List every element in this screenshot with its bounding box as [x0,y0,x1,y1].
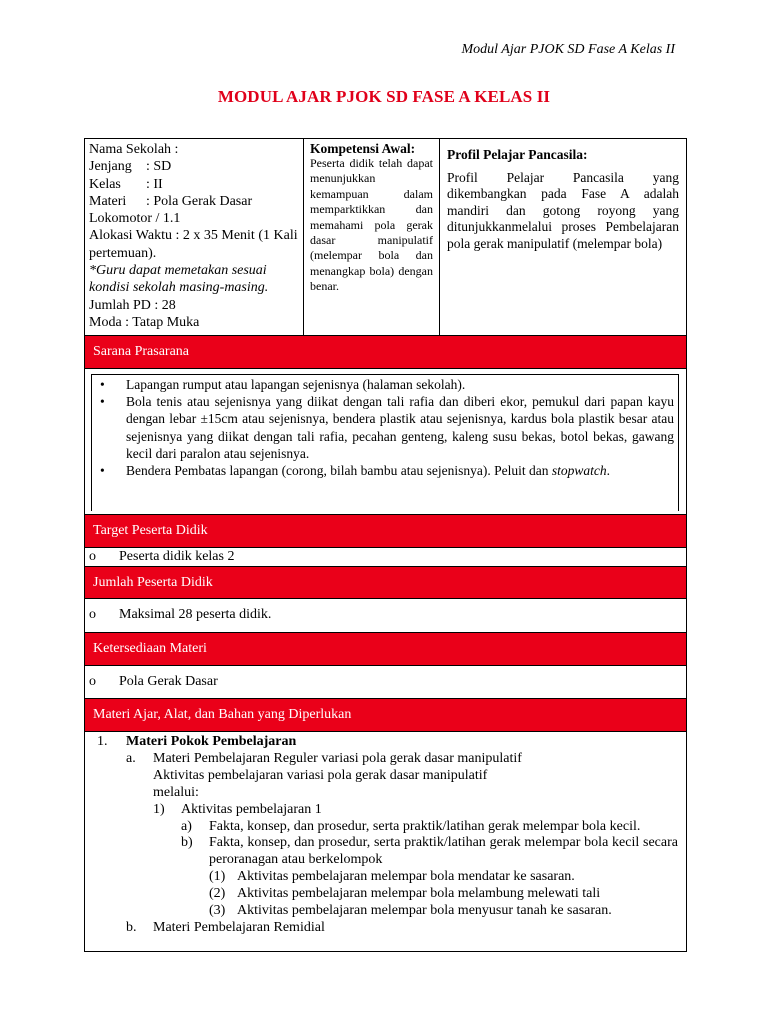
profil-heading: Profil Pelajar Pancasila: [447,147,588,162]
kompetensi-text: Peserta didik telah dapat menunjukkan kemampuan dalam memparktikkan dan memahami pola gerak dasar manipulatif (melempar bola dan menangkap bola) dengan benar. [310,156,433,294]
sarana-heading: Sarana Prasarana [85,336,686,369]
sarana-list [92,376,674,479]
module-table [84,138,687,952]
identity-row [85,139,686,336]
jumlah-body [85,599,686,633]
jumlah-heading: Jumlah Peserta Didik [85,567,686,599]
alokasi-waktu: Alokasi Waktu : 2 x 35 Menit (1 Kali pertemuan). [89,228,298,261]
ketersediaan-heading: Ketersediaan Materi [85,633,686,666]
kompetensi-cell [304,139,440,335]
list-item: (2) Aktivitas pembelajaran melempar bola melambung melewati tali [209,886,601,902]
materi-line: Materi : Pola Gerak Dasar [89,193,253,209]
kelas-line: Kelas : II [89,176,163,192]
list-item: o Pola Gerak Dasar [89,674,218,689]
list-item: (3) Aktivitas pembelajaran melempar bola menyusur tanah ke sasaran. [209,903,612,919]
list-item: o Peserta didik kelas 2 [89,549,235,564]
list-item: b) Fakta, konsep, dan prosedur, serta praktik/latihan gerak melempar bola kecil secara peroranagan atau berkelompok [181,835,678,868]
nama-sekolah: Nama Sekolah : [89,142,179,157]
sarana-list-box [91,374,679,511]
list-item: • Lapangan rumput atau lapangan sejenisnya (halaman sekolah). [126,376,674,393]
a-line-2: Aktivitas pembelajaran variasi pola gerak dasar manipulatif [153,767,488,783]
sarana-body [85,374,686,515]
a-line-3: melalui: [153,784,199,800]
list-item: 1. Materi Pokok Pembelajaran [97,734,297,749]
moda: Moda : Tatap Muka [89,314,200,330]
kompetensi-heading: Kompetensi Awal: [310,141,416,156]
profil-text: Profil Pelajar Pancasila yang dikembangkan pada Fase A adalah mandiri dan gotong royong yang ditunjukkanmelalui proses Pembelajaran pola gerak manipulatif (melempar bola) [447,169,679,251]
ketersediaan-body [85,666,686,699]
running-header: Modul Ajar PJOK SD Fase A Kelas II [461,42,675,57]
jumlah-pd: Jumlah PD : 28 [89,297,176,313]
school-info-cell [85,139,304,335]
target-body [85,548,686,567]
target-heading: Target Peserta Didik [85,515,686,548]
list-item: a. Materi Pembelajaran Reguler variasi pola gerak dasar manipulatif [126,750,522,766]
list-item: a) Fakta, konsep, dan prosedur, serta praktik/latihan gerak melempar bola kecil. [181,818,641,834]
list-item: o Maksimal 28 peserta didik. [89,607,272,622]
list-item: (1) Aktivitas pembelajaran melempar bola mendatar ke sasaran. [209,869,575,885]
materi-ajar-heading: Materi Ajar, Alat, dan Bahan yang Diperlukan [85,699,686,732]
teacher-note: *Guru dapat memetakan sesuai kondisi sekolah masing-masing. [89,263,269,296]
document-title: MODUL AJAR PJOK SD FASE A KELAS II [217,87,551,106]
materi-cont: Lokomotor / 1.1 [89,211,181,227]
jenjang-line: Jenjang : SD [89,159,172,175]
list-item: 1) Aktivitas pembelajaran 1 [153,801,322,817]
list-item: • Bola tenis atau sejenisnya yang diikat dengan tali rafia dan diberi ekor, pemukul dari papan kayu dengan lebar ±15cm atau sejenisnya, bendera plastik atau sejenisnya, kardus bola plastik besar atau sejenisnya yang diikat dengan tali rafia, pecahan genteng, kaleng susu bekas, botol bekas, gawang kecil dari paralon atau sejenisnya. [126,393,674,462]
list-item: • Bendera Pembatas lapangan (corong, bilah bambu atau sejenisnya). Peluit dan stopwatch. [126,462,674,479]
materi-ajar-body [85,732,686,951]
list-item: b. Materi Pembelajaran Remidial [126,919,325,935]
profil-cell [440,139,686,335]
